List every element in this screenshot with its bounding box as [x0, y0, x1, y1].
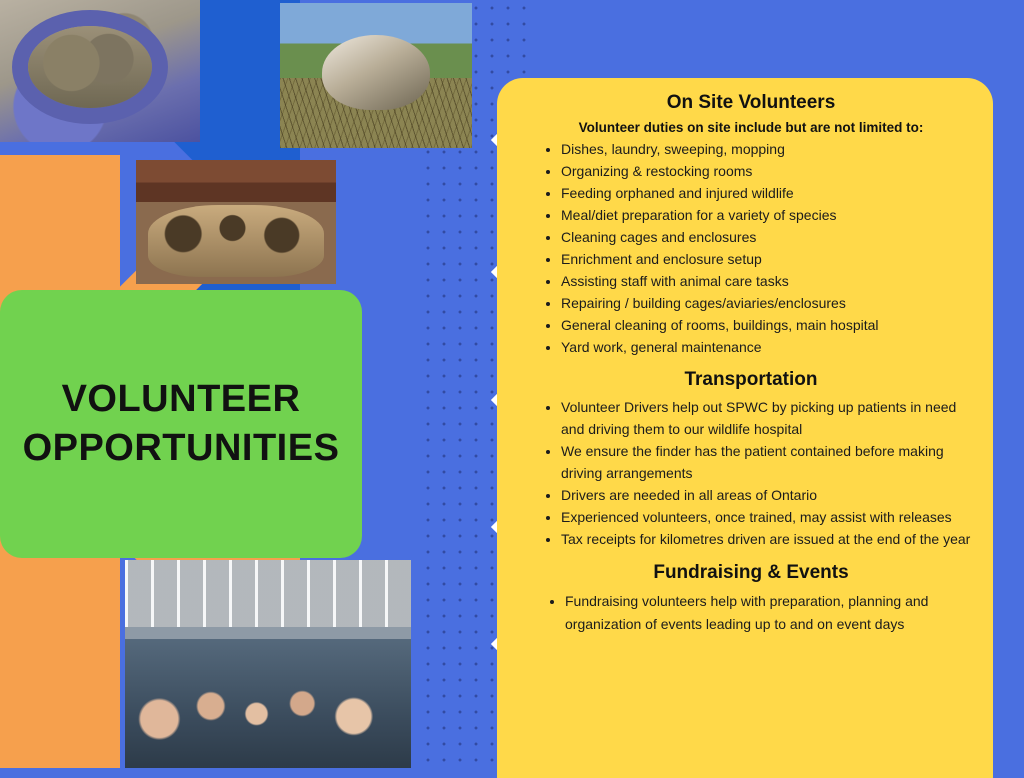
- list-item: • Drivers are needed in all areas of Ontario: [561, 485, 971, 507]
- photo-nestlings: [0, 0, 200, 142]
- list-item: • Organizing & restocking rooms: [561, 161, 971, 183]
- section-lead-on-site: Volunteer duties on site include but are not limited to:: [578, 120, 924, 135]
- list-item: • Repairing / building cages/aviaries/enclosures: [561, 293, 971, 315]
- section-heading-fundraising: Fundraising & Events: [653, 562, 849, 584]
- section-fundraising-events: [531, 562, 971, 635]
- photo-volunteer-group: [125, 560, 411, 768]
- list-on-site-duties: [531, 139, 971, 359]
- section-transportation: [531, 369, 971, 551]
- list-item: • Cleaning cages and enclosures: [561, 227, 971, 249]
- section-heading-on-site: On Site Volunteers: [666, 92, 836, 113]
- list-item: • Volunteer Drivers help out SPWC by picking up patients in need and driving them to our wildlife hospital: [561, 397, 971, 441]
- list-item: • We ensure the finder has the patient contained before making driving arrangements: [561, 441, 971, 485]
- list-item: • Meal/diet preparation for a variety of species: [561, 205, 971, 227]
- page-title: VOLUNTEER OPPORTUNITIES: [22, 378, 340, 469]
- content-panel: [497, 78, 993, 778]
- list-item: • Dishes, laundry, sweeping, mopping: [561, 139, 971, 161]
- section-on-site-volunteers: [531, 92, 971, 359]
- photo-volunteer-group-image: [125, 560, 411, 768]
- list-item: • General cleaning of rooms, buildings, main hospital: [561, 315, 971, 337]
- list-item: • Enrichment and enclosure setup: [561, 249, 971, 271]
- section-heading-transportation: Transportation: [684, 368, 818, 390]
- photo-ducklings-in-box: [136, 160, 336, 284]
- photo-plover-on-nest: [280, 3, 472, 148]
- list-transportation: [531, 397, 971, 551]
- list-item: • Assisting staff with animal care tasks: [561, 271, 971, 293]
- list-item: • Experienced volunteers, once trained, may assist with releases: [561, 507, 971, 529]
- list-fundraising: [531, 590, 971, 635]
- photo-nestlings-image: [0, 0, 200, 142]
- list-item: • Tax receipts for kilometres driven are issued at the end of the year: [561, 529, 971, 551]
- list-item: • Yard work, general maintenance: [561, 337, 971, 359]
- list-item: • Feeding orphaned and injured wildlife: [561, 183, 971, 205]
- photo-plover-image: [280, 3, 472, 148]
- photo-ducklings-image: [136, 160, 336, 284]
- list-item: • Fundraising volunteers help with preparation, planning and organization of events leading up to and on event days: [565, 590, 971, 635]
- poster-title-card: [0, 290, 362, 558]
